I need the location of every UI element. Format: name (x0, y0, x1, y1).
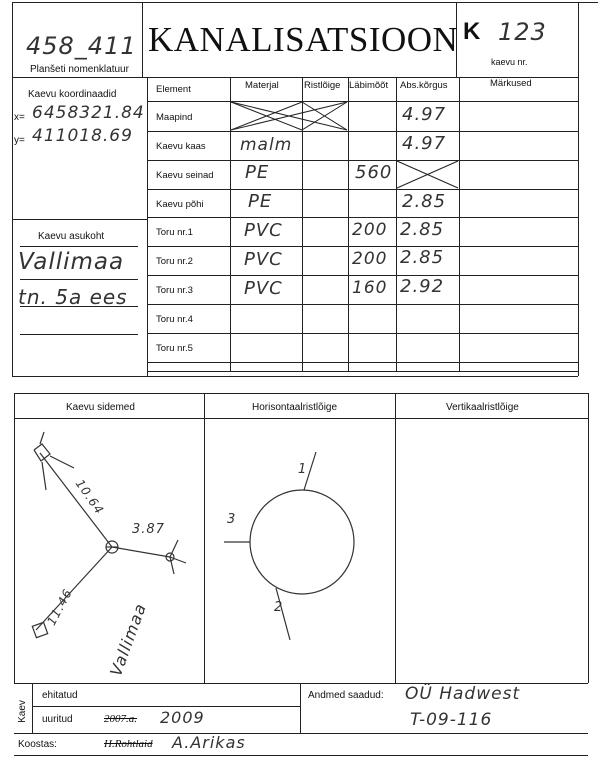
row-element: Toru nr.3 (156, 285, 193, 296)
horizontal-section-sketch (204, 418, 394, 683)
row-diameter: 200 (352, 249, 388, 269)
table-header-diameter: Läbimõõt (349, 80, 389, 91)
row-material: PVC (244, 278, 283, 299)
row-element: Toru nr.1 (156, 227, 193, 238)
sketch-div2 (395, 393, 396, 683)
measured-old-value: 2007.a. (104, 713, 137, 725)
location-line1 (20, 246, 138, 247)
row-material: PVC (244, 249, 283, 270)
table-header-cross: Ristlõige (304, 80, 341, 91)
sketch-right (588, 393, 589, 683)
pipe-label-1: 1 (298, 462, 308, 477)
row-material: PVC (244, 220, 283, 241)
author-old-value: H.Rohtlaid (104, 738, 153, 750)
table-row-line (147, 371, 578, 372)
row-element: Toru nr.5 (156, 343, 193, 354)
table-row-line (147, 304, 578, 305)
row-material: malm (240, 135, 293, 155)
page-title: KANALISATSIOON (148, 20, 459, 59)
table-row-line (147, 217, 578, 218)
footer-row-bottom (14, 733, 588, 734)
row-element: Kaevu kaas (156, 141, 206, 152)
footer-row-line (32, 706, 300, 707)
table-header-element: Element (156, 84, 191, 95)
data-source-label: Andmed saadud: (308, 690, 384, 701)
sketch-title-vertical: Vertikaalristlõige (446, 402, 519, 413)
location-label: Kaevu asukoht (38, 231, 105, 242)
table-row-line (147, 333, 578, 334)
row-material: PE (245, 162, 270, 183)
row-diameter: 160 (352, 278, 388, 298)
footer-author-line (14, 755, 588, 756)
built-label: ehitatud (42, 690, 78, 701)
distance-label-2: 3.87 (132, 522, 165, 537)
nomenclature-value: 458_411 (26, 32, 137, 60)
location-value-2: tn. 5a ees (18, 285, 128, 309)
data-source-value-2: T-09-116 (410, 710, 493, 730)
row-height: 4.97 (402, 104, 447, 125)
well-prefix: K (463, 18, 481, 45)
well-number: 123 (498, 18, 547, 46)
table-row-line (147, 246, 578, 247)
coordinates-label: Kaevu koordinaadid (28, 89, 117, 100)
measured-new-value: 2009 (160, 708, 205, 727)
row-diameter: 200 (352, 220, 388, 240)
table-header-height: Abs.kõrgus (400, 80, 448, 91)
row-element: Toru nr.2 (156, 256, 193, 267)
sketch-title-horizontal: Horisontaalristlõige (252, 402, 338, 413)
row-height: 2.92 (400, 276, 445, 297)
pipe-label-3: 3 (227, 512, 237, 527)
form-bottom-line (12, 376, 578, 377)
footer-side-label: Kaev (16, 700, 28, 723)
location-line3 (20, 306, 138, 307)
row-diameter: 560 (355, 162, 393, 183)
location-value-1: Vallimaa (18, 249, 125, 275)
well-links-sketch (14, 418, 204, 683)
row-element: Toru nr.4 (156, 314, 193, 325)
well-number-label: kaevu nr. (491, 57, 528, 67)
author-label: Koostas: (18, 739, 57, 750)
row-height: 4.97 (402, 133, 447, 154)
cross-out-marks (0, 0, 614, 200)
x-value: 6458321.84 (32, 103, 145, 123)
author-new-value: A.Arikas (172, 733, 246, 752)
sketch-title-links: Kaevu sidemed (66, 402, 135, 413)
row-element: Kaevu põhi (156, 199, 204, 210)
location-line4 (20, 334, 138, 335)
y-prefix: y= (14, 135, 25, 146)
x-prefix: x= (14, 112, 25, 123)
row-material: PE (248, 191, 273, 212)
distance-label-1: 10.64 (72, 476, 107, 518)
sketch-top (14, 393, 588, 394)
footer-side-div (32, 683, 33, 733)
nomenclature-label: Planšeti nomenklatuur (30, 64, 129, 75)
row-height: 2.85 (400, 247, 445, 268)
table-header-notes: Märkused (490, 78, 532, 89)
table-row-line (147, 362, 578, 363)
row-height: 2.85 (402, 191, 447, 212)
data-source-value-1: OÜ Hadwest (405, 684, 521, 704)
location-line2 (20, 279, 138, 280)
row-height: 2.85 (400, 219, 445, 240)
footer-mid-div (300, 683, 301, 733)
y-value: 411018.69 (32, 126, 133, 146)
measured-label: uuritud (42, 714, 73, 725)
row-element: Kaevu seinad (156, 170, 214, 181)
row-element: Maapind (156, 112, 193, 123)
table-header-material: Materjal (245, 80, 279, 91)
street-label: Vallimaa (106, 600, 151, 679)
location-top-line (12, 219, 147, 220)
pipe-label-2: 2 (274, 600, 284, 615)
table-row-line (147, 275, 578, 276)
distance-label-3: 11.46 (44, 586, 76, 628)
